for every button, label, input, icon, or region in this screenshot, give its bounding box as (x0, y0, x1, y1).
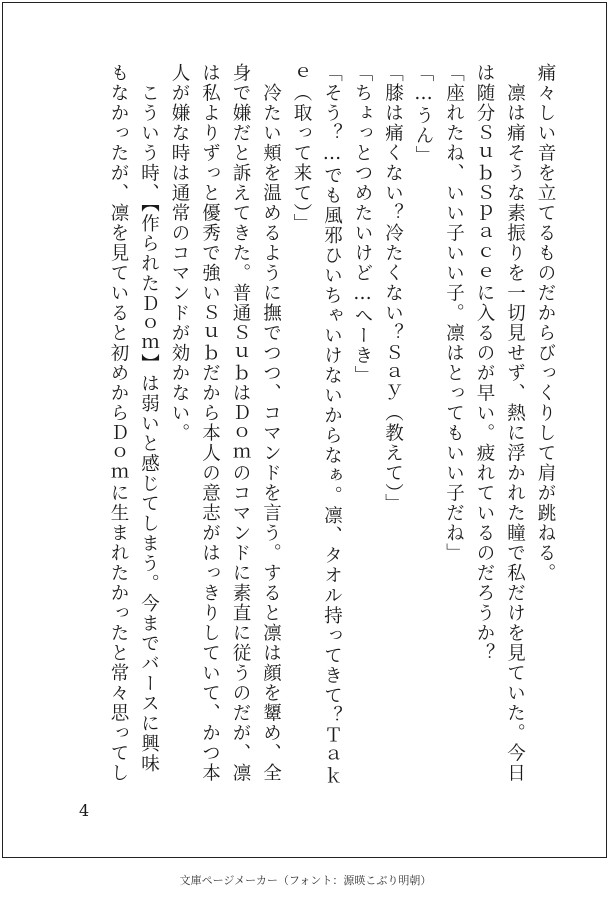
page-frame (2, 2, 607, 858)
text-line: 「座れたね、いい子いい子。凛はとってもいい子だね」 (443, 63, 465, 563)
text-line: 人が嫌な時は通常のコマンドが効かない。 (169, 63, 190, 443)
text-line: 痛々しい音を立てるものだからびっくりして肩が跳ねる。 (535, 63, 556, 583)
text-line: こういう時、【作られたＤｏｍ】は弱いと感じてしまう。今までバースに興味 (138, 63, 160, 774)
text-line: 冷たい頬を温めるように撫でつつ、コマンドを言う。すると凛は顔を顰め、全 (260, 63, 282, 783)
page-number: 4 (79, 801, 90, 820)
text-line: もなかったが、凛を見ていると初めからＤｏｍに生まれたかったと常々思ってし (108, 63, 129, 783)
text-line: は私よりずっと優秀で強いＳｕｂだから本人の意志がはっきりしていて、かつ本 (199, 63, 221, 783)
text-line: 「ちょっとつめたいけど…へーき」 (352, 63, 373, 386)
text-line: 「…うん」 (413, 63, 434, 166)
text-line: 凛は痛そうな素振りを一切見せず、熱に浮かれた瞳で私だけを見ていた。今日 (504, 63, 526, 783)
text-line: ｅ（取って来て）」 (291, 63, 312, 234)
text-line: 「膝は痛くない？冷たくない？Ｓａｙ（教えて）」 (382, 63, 404, 514)
vertical-text-body (103, 63, 561, 793)
footer-credit: 文庫ページメーカー（フォント：源暎こぶり明朝） (179, 874, 432, 887)
text-line: 身で嫌だと訴えてきた。普通ＳｕｂはＤｏｍのコマンドに素直に従うのだが、凛 (230, 63, 251, 783)
text-line: は随分ＳｕｂＳｐａｃｅに入るのが早い。疲れているのだろうか？ (474, 63, 495, 663)
text-line: 「そう？…でも風邪ひいちゃいけないからなぁ。凛、タオル持ってきて？Ｔａｋ (321, 63, 343, 786)
